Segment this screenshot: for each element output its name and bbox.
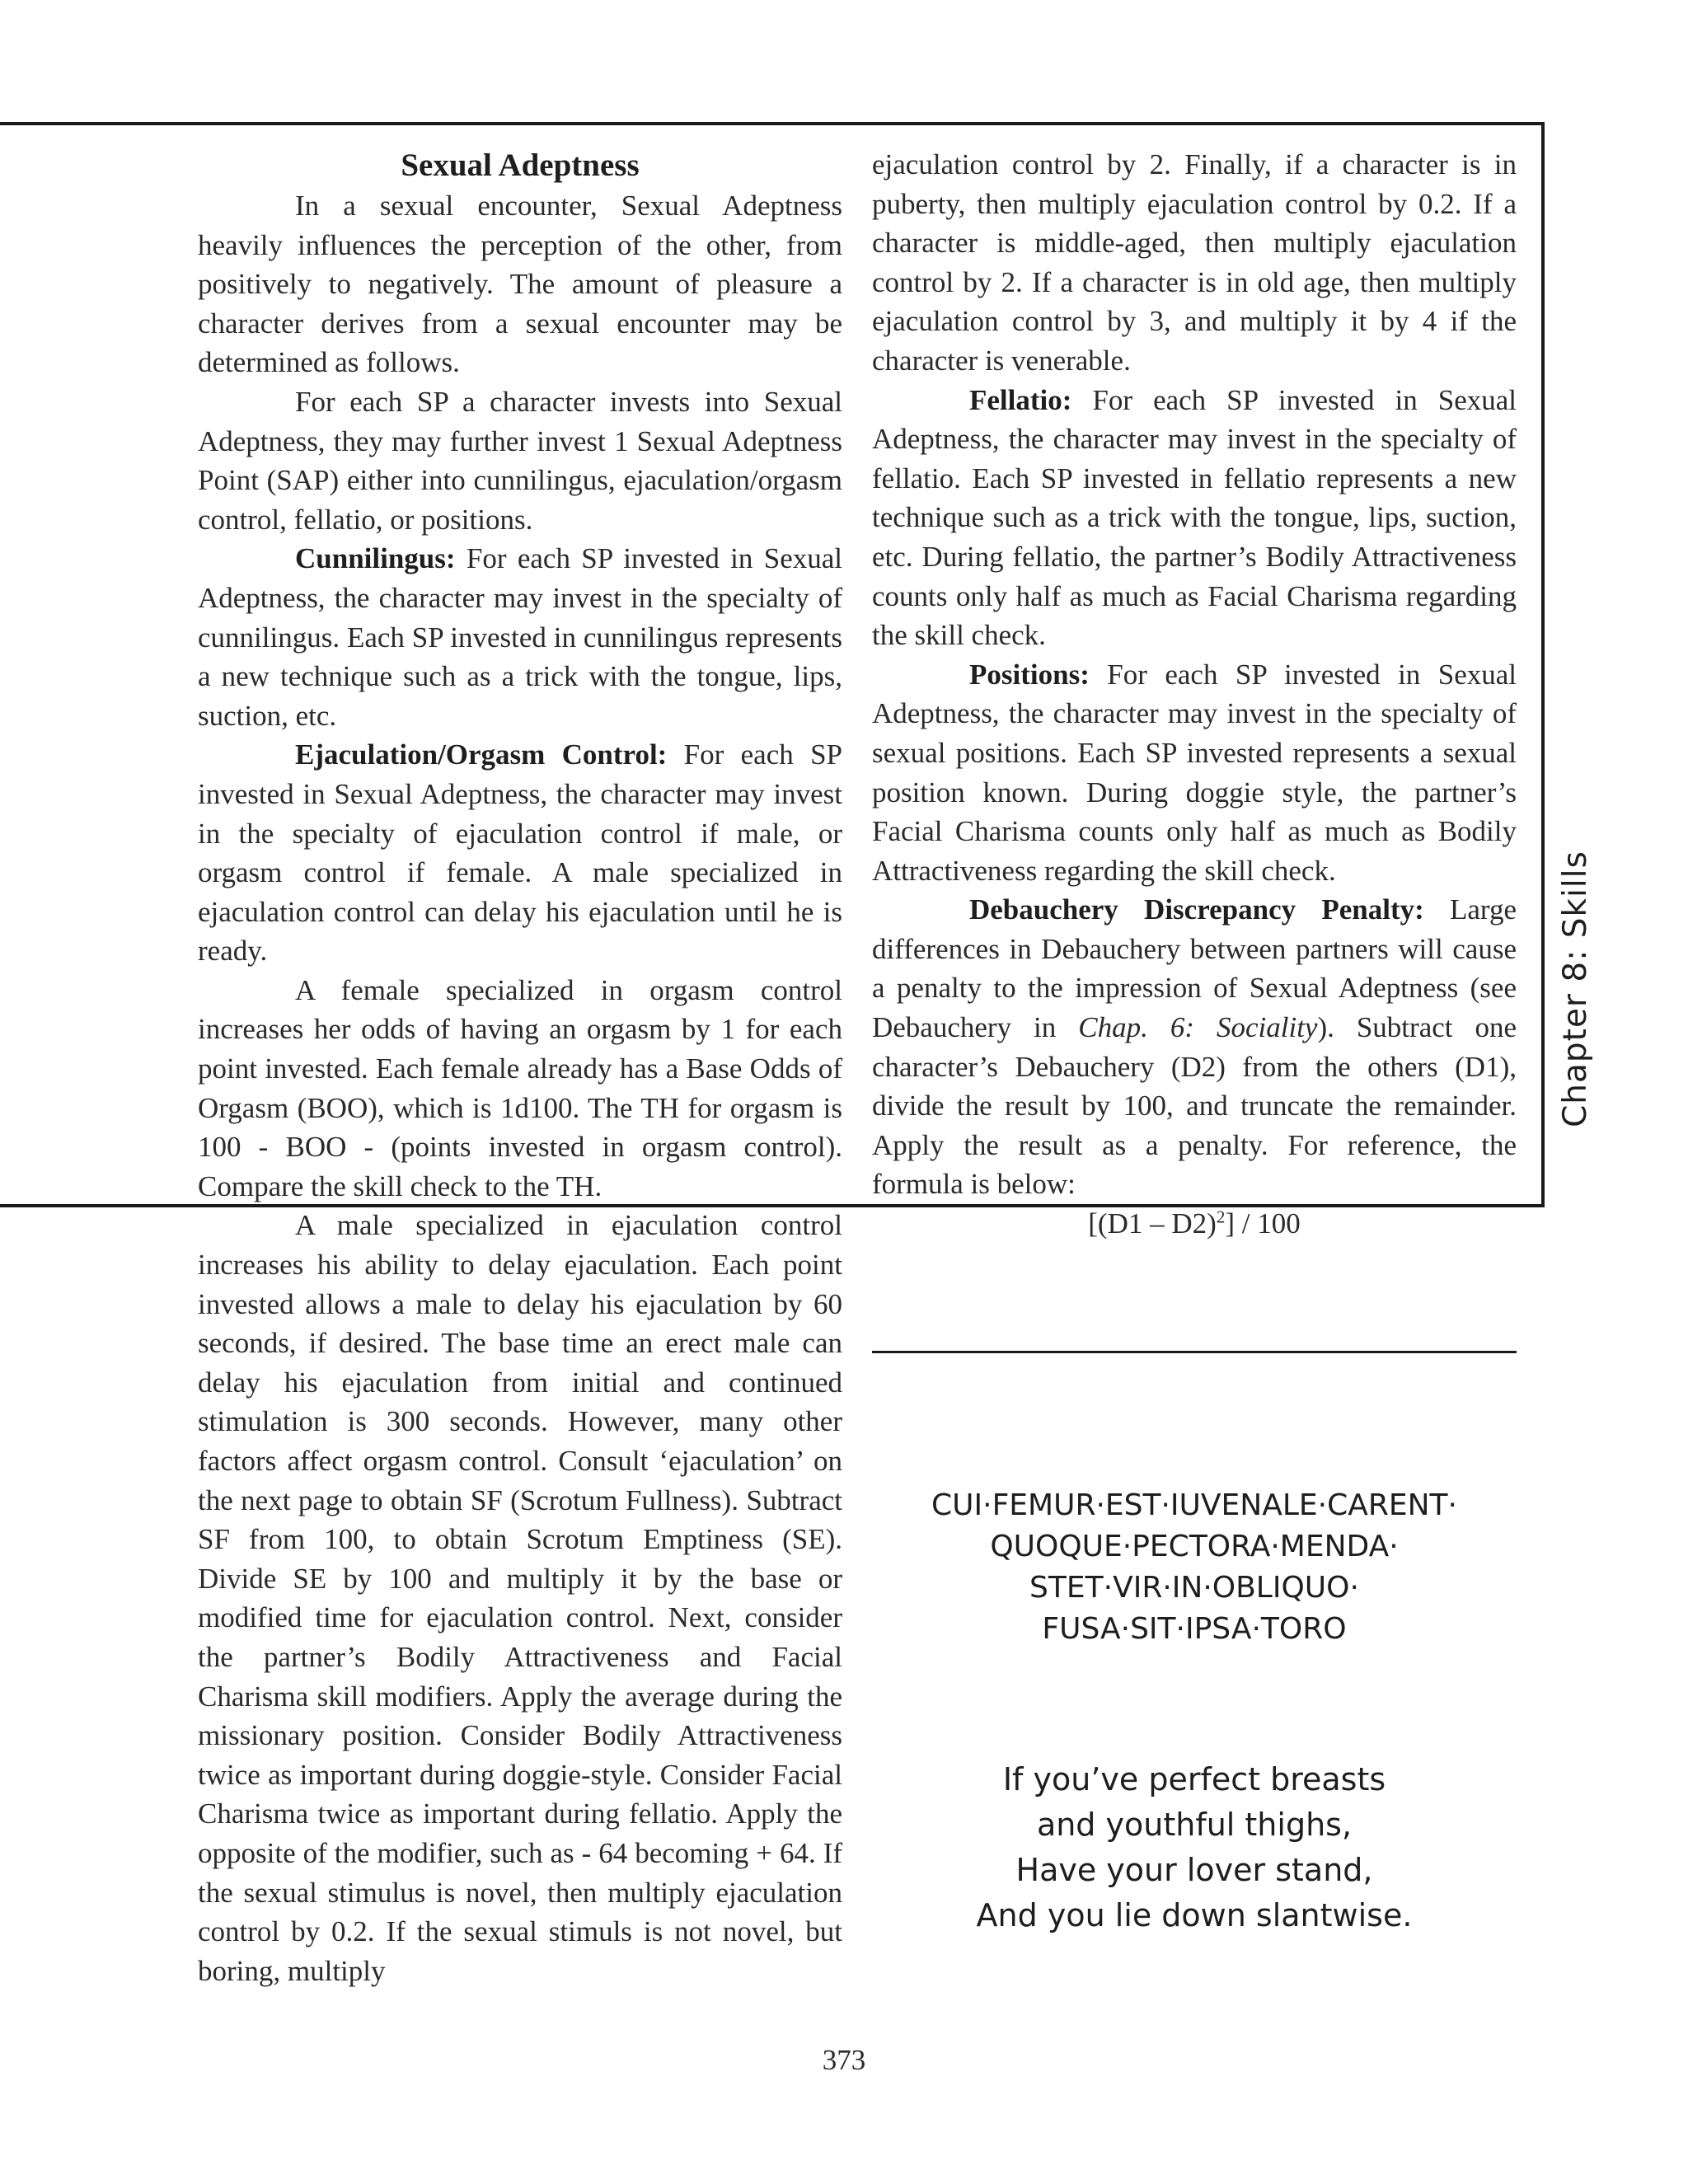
latin-verse-line: CUI·FEMUR·EST·IUVENALE·CARENT·: [931, 1488, 1457, 1522]
fellatio-paragraph: [872, 381, 1517, 655]
male-ejaculation-paragraph: A male specialized in ejaculation control increases his ability to delay ejaculation. Each point invested allows a male to delay his ejaculation by 60 seconds, if desired. The base time an erect male can delay his ejaculation from initial and continued stimulation is 300 seconds. However, many other factors affect orgasm control. Consult ‘ejaculation’ on the next page to obtain SF (Scrotum Fullness). Subtract SF from 100, to obtain Scrotum Emptiness (SE). Divide SE by 100 and multiply it by the base or modified time for ejaculation control. Next, consider the partner’s Bodily Attractiveness and Facial Charisma skill modifiers. Apply the average during the missionary position. Consider Bodily Attractiveness twice as important during doggie-style. Consider Facial Charisma twice as important during fellatio. Apply the opposite of the modifier, such as - 64 becoming + 64. If the sexual stimulus is novel, then multiply ejaculation control by 0.2. If the sexual stimuls is not novel, but boring, multiply: [198, 1209, 842, 1987]
debauchery-text-a: Large differences in Debauchery between partners will cause a penalty to the impression of Sexual Adeptness (see Debauchery in: [872, 893, 1517, 1044]
right-column: [872, 145, 1517, 1353]
cunnilingus-paragraph: [198, 539, 842, 735]
formula-exponent: 2: [1216, 1207, 1226, 1227]
formula-right: ] / 100: [1225, 1207, 1301, 1240]
english-verse: [872, 1757, 1517, 1938]
debauchery-label: Debauchery Discrepancy Penalty:: [969, 893, 1424, 926]
english-verse-line: And you lie down slantwise.: [976, 1897, 1413, 1933]
ejaculation-text: For each SP invested in Sexual Adeptness, the character may invest in the specialty of ejaculation control if male, or orgasm control if female. A male specialized in ejaculation control can delay his ejaculation until he is ready.: [198, 738, 842, 968]
cunnilingus-text: For each SP invested in Sexual Adeptness, the character may invest in the specialty of cunnilingus. Each SP invested in cunnilingus represents a new technique such as a trick with the tongue, lips, suction, etc.: [198, 542, 842, 732]
debauchery-formula: [872, 1204, 1517, 1244]
ejaculation-label: Ejaculation/Orgasm Control:: [295, 738, 668, 771]
cunnilingus-label: Cunnilingus:: [295, 542, 456, 575]
debauchery-text-b: ). Subtract one character’s Debauchery (D2) from the others (D1), divide the result by 100, and truncate the remainder. Apply the result as a penalty. For reference, the formula is below:: [872, 1011, 1517, 1201]
section-title: Sexual Adeptness: [401, 148, 640, 183]
latin-verse: [872, 1485, 1517, 1650]
section-divider: [872, 1351, 1517, 1353]
positions-paragraph: [872, 655, 1517, 891]
intro-paragraph-2: For each SP a character invests into Sexual Adeptness, they may further invest 1 Sexual Adeptness Point (SAP) either into cunnilingus, ejaculation/orgasm control, fellatio, or positions.: [198, 385, 842, 536]
chapter-tab: Chapter 8: Skills: [1557, 851, 1594, 1127]
positions-text: For each SP invested in Sexual Adeptness, the character may invest in the specialty of sexual positions. Each SP invested represents a sexual position known. During doggie style, the partner’s Facial Charisma counts only half as much as Bodily Attractiveness regarding the skill check.: [872, 658, 1517, 887]
latin-verse-line: FUSA·SIT·IPSA·TORO: [1042, 1612, 1347, 1646]
fellatio-label: Fellatio:: [969, 383, 1072, 416]
english-verse-line: and youthful thighs,: [1036, 1807, 1353, 1843]
latin-verse-line: QUOQUE·PECTORA·MENDA·: [990, 1530, 1399, 1563]
left-column: [198, 145, 842, 1990]
ejaculation-paragraph: [198, 735, 842, 971]
chapter-reference: Chap. 6: Sociality: [1078, 1011, 1318, 1044]
formula-left: [(D1 – D2): [1088, 1207, 1217, 1240]
debauchery-paragraph: [872, 890, 1517, 1204]
english-verse-line: If you’ve perfect breasts: [1002, 1761, 1386, 1797]
intro-paragraph-1: In a sexual encounter, Sexual Adeptness heavily influences the perception of the other, from positively to negatively. The amount of pleasure a character derives from a sexual encounter may be determined as follows.: [198, 190, 842, 379]
english-verse-line: Have your lover stand,: [1015, 1852, 1373, 1888]
male-ejaculation-continued: ejaculation control by 2. Finally, if a character is in puberty, then multiply ejaculation control by 0.2. If a character is middle-aged, then multiply ejaculation control by 2. If a character is in old age, then multiply ejaculation control by 3, and multiply it by 4 if the character is venerable.: [872, 148, 1517, 377]
fellatio-text: For each SP invested in Sexual Adeptness, the character may invest in the specialty of fellatio. Each SP invested in fellatio represents a new technique such as a trick with the tongue, lips, suction, etc. During fellatio, the partner’s Bodily Attractiveness counts only half as much as Facial Charisma regarding the skill check.: [872, 383, 1517, 652]
page-number: 373: [822, 2044, 866, 2076]
positions-label: Positions:: [969, 658, 1090, 691]
latin-verse-line: STET·VIR·IN·OBLIQUO·: [1029, 1571, 1359, 1605]
female-orgasm-paragraph: A female specialized in orgasm control increases her odds of having an orgasm by 1 for each point invested. Each female already has a Base Odds of Orgasm (BOO), which is 1d100. The TH for orgasm is 100 - BOO - (points invested in orgasm control). Compare the skill check to the TH.: [198, 973, 842, 1202]
